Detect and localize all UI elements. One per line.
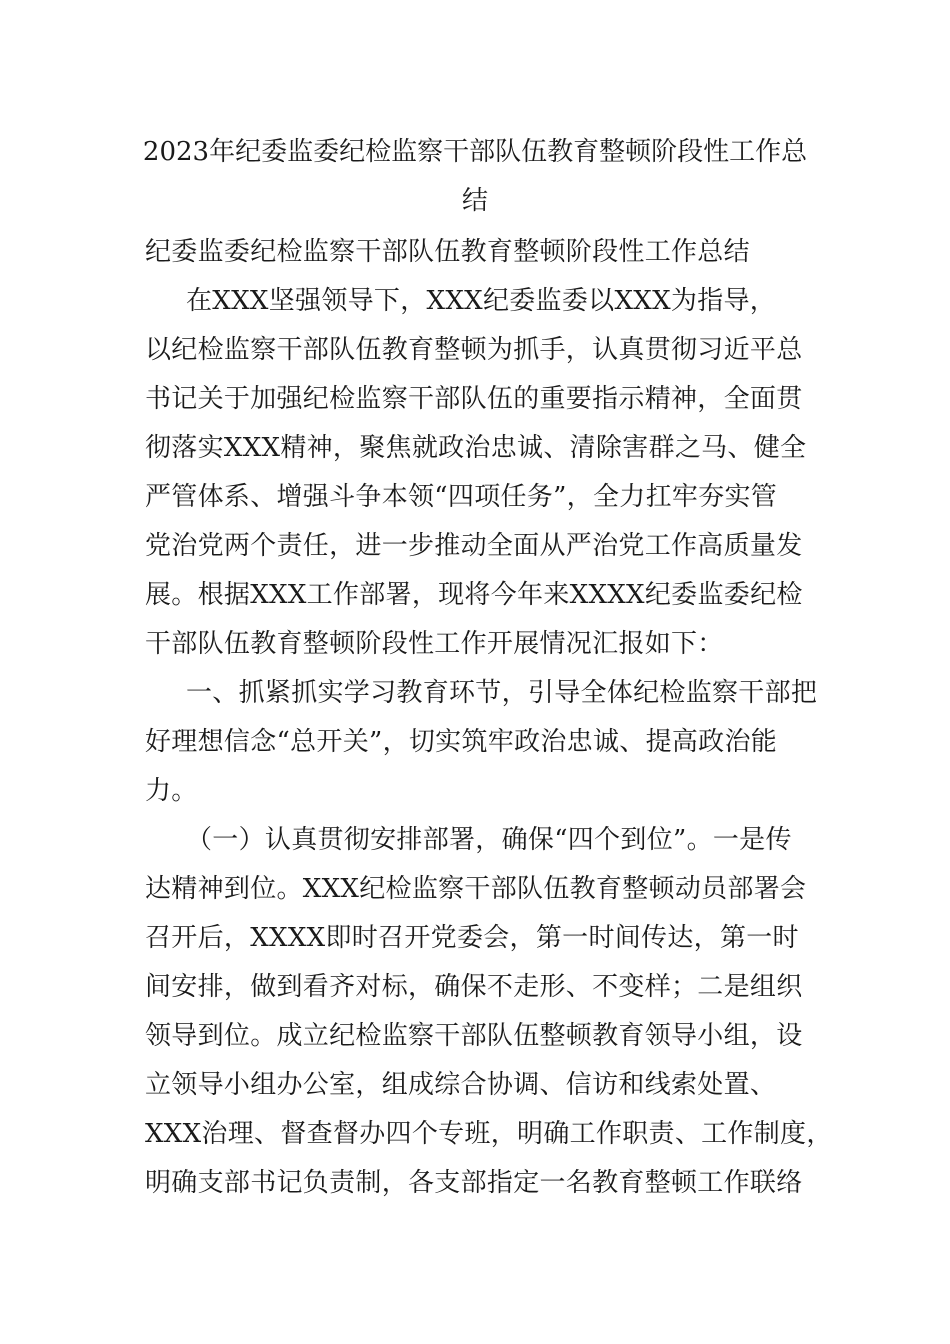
paragraph-line: 书记关于加强纪检监察干部队伍的重要指示精神，全面贯	[145, 384, 803, 414]
paragraph-line: 以纪检监察干部队伍教育整顿为抓手，认真贯彻习近平总	[145, 335, 803, 365]
paragraph-line: 领导到位。成立纪检监察干部队伍整顿教育领导小组，设	[145, 1021, 803, 1051]
document-title-line-1: 2023年纪委监委纪检监察干部队伍教育整顿阶段性工作总	[142, 137, 808, 167]
paragraph-line: 间安排，做到看齐对标，确保不走形、不变样；二是组织	[145, 972, 803, 1002]
paragraph-line: 展。根据XXX工作部署，现将今年来XXXX纪委监委纪检	[145, 580, 803, 610]
section-heading-line: 好理想信念“总开关”，切实筑牢政治忠诚、提高政治能	[145, 727, 778, 757]
paragraph-line: 干部队伍教育整顿阶段性工作开展情况汇报如下：	[145, 629, 724, 659]
document-subtitle: 纪委监委纪检监察干部队伍教育整顿阶段性工作总结	[145, 237, 750, 267]
paragraph-line: 严管体系、增强斗争本领“四项任务”，全力扛牢夯实管	[145, 482, 778, 512]
paragraph-line: （一）认真贯彻安排部署，确保“四个到位”。一是传	[186, 825, 792, 855]
paragraph-line: 党治党两个责任，进一步推动全面从严治党工作高质量发	[145, 531, 803, 561]
paragraph-line: XXX治理、督查督办四个专班，明确工作职责、工作制度，	[145, 1119, 833, 1149]
document-title-line-2: 结	[461, 186, 488, 216]
paragraph-line: 达精神到位。XXX纪检监察干部队伍教育整顿动员部署会	[145, 874, 807, 904]
paragraph-line: 明确支部书记负责制，各支部指定一名教育整顿工作联络	[145, 1168, 803, 1198]
section-heading-line: 力。	[145, 776, 198, 806]
section-heading-line: 一、抓紧抓实学习教育环节，引导全体纪检监察干部把	[186, 678, 818, 708]
paragraph-line: 召开后，XXXX即时召开党委会，第一时间传达，第一时	[145, 923, 799, 953]
paragraph-line: 彻落实XXX精神，聚焦就政治忠诚、清除害群之马、健全	[145, 433, 807, 463]
paragraph-line: 在XXX坚强领导下，XXX纪委监委以XXX为指导，	[186, 286, 777, 316]
paragraph-line: 立领导小组办公室，组成综合协调、信访和线索处置、	[145, 1070, 777, 1100]
